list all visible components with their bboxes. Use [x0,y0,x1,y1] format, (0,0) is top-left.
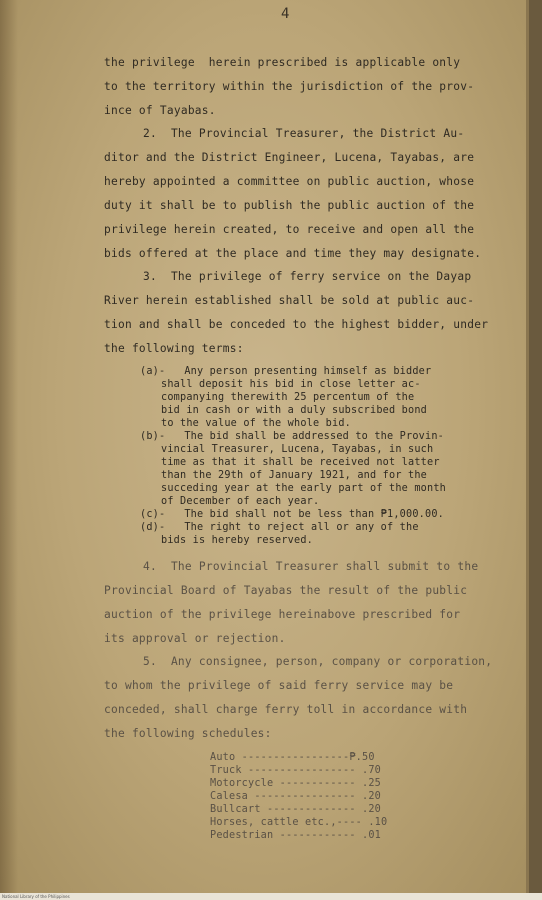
text-line: River herein established shall be sold at public auc- [104,294,475,307]
term-line: bids is hereby reserved. [161,535,314,546]
text-line: 5. Any consignee, person, company or corporation, [143,655,493,668]
text-line: privilege herein created, to receive and open all the [104,223,475,236]
term-line: time as that it shall be received not latter [161,457,440,468]
term-line: succeding year at the early part of the month [161,483,447,494]
text-line: conceded, shall charge ferry toll in accordance with [104,703,468,716]
text-line: 3. The privilege of ferry service on the Dayap [143,270,472,283]
term-line: bid in cash or with a duly subscribed bond [161,405,428,416]
term-line: (a)- Any person presenting himself as bidder [140,366,432,377]
text-line: the following schedules: [104,727,272,740]
text-line: Provincial Board of Tayabas the result of the public [104,584,468,597]
schedule-row: Truck ----------------- .70 [210,765,382,776]
term-line: shall deposit his bid in close letter ac- [161,379,421,390]
term-line: (c)- The bid shall not be less than ₱1,000.00. [140,509,445,520]
archive-footer-strip: National Library of the Philippines [0,893,542,900]
text-line: bids offered at the place and time they may designate. [104,247,482,260]
term-line: (d)- The right to reject all or any of the [140,522,419,533]
schedule-row: Calesa ---------------- .20 [210,791,382,802]
text-line: to the territory within the jurisdiction of the prov- [104,80,475,93]
text-line: auction of the privilege hereinabove prescribed for [104,608,461,621]
schedule-row: Horses, cattle etc.,---- .10 [210,817,388,828]
text-line: duty it shall be to publish the public auction of the [104,199,475,212]
term-line: companying therewith 25 percentum of the [161,392,415,403]
term-line: than the 29th of January 1921, and for the [161,470,428,481]
schedule-row: Bullcart -------------- .20 [210,804,382,815]
schedule-row: Motorcycle ------------ .25 [210,778,382,789]
text-line: the following terms: [104,342,244,355]
text-line: 4. The Provincial Treasurer shall submit to the [143,560,479,573]
text-line: the privilege herein prescribed is applicable only [104,56,461,69]
text-line: its approval or rejection. [104,632,286,645]
schedule-row: Auto -----------------₱.50 [210,752,375,763]
page-number: 4 [281,6,290,22]
text-line: ditor and the District Engineer, Lucena, Tayabas, are [104,151,475,164]
term-line: of December of each year. [161,496,320,507]
text-line: to whom the privilege of said ferry service may be [104,679,454,692]
schedule-row: Pedestrian ------------ .01 [210,830,382,841]
text-line: tion and shall be conceded to the highest bidder, under [104,318,489,331]
term-line: to the value of the whole bid. [161,418,352,429]
text-line: ince of Tayabas. [104,104,216,117]
term-line: (b)- The bid shall be addressed to the Provin- [140,431,445,442]
term-line: vincial Treasurer, Lucena, Tayabas, in such [161,444,434,455]
text-line: hereby appointed a committee on public auction, whose [104,175,475,188]
text-line: 2. The Provincial Treasurer, the District Au- [143,127,465,140]
